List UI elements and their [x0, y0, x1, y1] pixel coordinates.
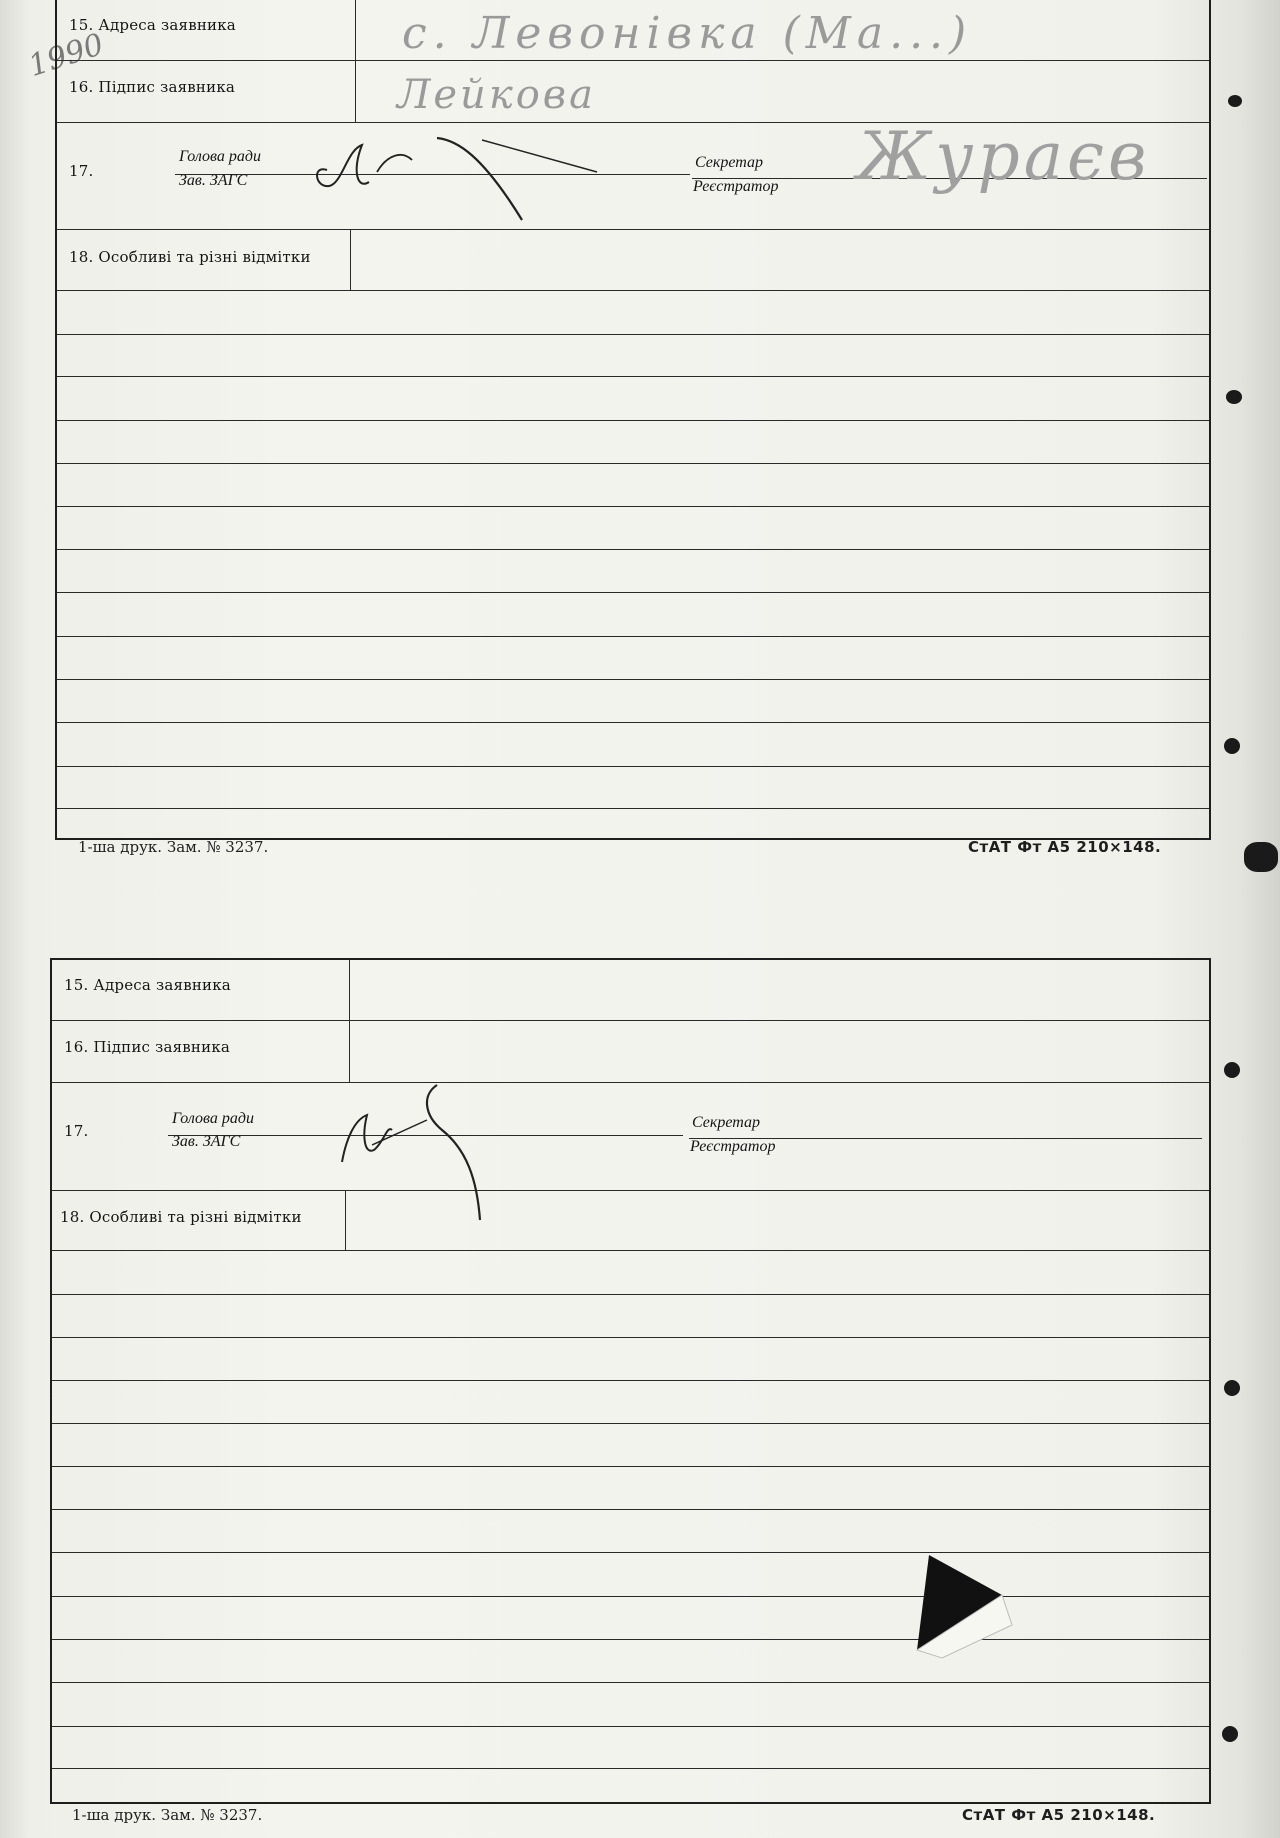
footer-right-top: СтАТ Фт А5 210×148. [968, 838, 1162, 856]
head-label-line1: Голова ради [179, 148, 261, 165]
field-16-value: Лейкова [397, 72, 596, 118]
record-form-bottom [50, 958, 1211, 1804]
binder-hole [1244, 842, 1278, 872]
field-17-number: 17. [64, 1122, 89, 1140]
binder-hole [1224, 738, 1240, 754]
binder-hole [1228, 95, 1242, 107]
footer-left-top: 1-ша друк. Зам. № 3237. [78, 838, 269, 856]
binder-hole [1224, 1380, 1240, 1396]
binder-hole [1224, 1062, 1240, 1078]
secretary-signature: Жураєв [857, 118, 1151, 195]
head-signature [307, 110, 637, 230]
secretary-label-line2: Реєстратор [693, 178, 779, 195]
secretary-label-line1: Секретар [692, 1114, 761, 1131]
record-form-top [55, 0, 1211, 840]
binder-hole [1222, 1726, 1238, 1742]
head-label-line2: Зав. ЗАГС [172, 1133, 241, 1150]
footer-right-bottom: СтАТ Фт А5 210×148. [962, 1806, 1156, 1824]
footer-left-bottom: 1-ша друк. Зам. № 3237. [72, 1806, 263, 1824]
head-label-line2: Зав. ЗАГС [179, 172, 248, 189]
torn-paper-mark [907, 1550, 1017, 1660]
field-16-label: 16. Підпис заявника [64, 1038, 231, 1056]
head-label-line1: Голова ради [172, 1110, 254, 1127]
field-15-label: 15. Адреса заявника [69, 16, 236, 34]
margin-note: 1990 [24, 27, 108, 84]
field-15-label: 15. Адреса заявника [64, 976, 231, 994]
binder-hole [1226, 390, 1242, 404]
field-18-label: 18. Особливі та різні відмітки [60, 1208, 302, 1226]
field-17-number: 17. [69, 162, 94, 180]
secretary-label-line1: Секретар [695, 154, 764, 171]
field-18-label: 18. Особливі та різні відмітки [69, 248, 311, 266]
secretary-label-line2: Реєстратор [690, 1138, 776, 1155]
field-16-label: 16. Підпис заявника [69, 78, 236, 96]
field-15-value: с. Левонівка (Ма...) [402, 8, 973, 59]
head-signature [332, 1070, 502, 1230]
